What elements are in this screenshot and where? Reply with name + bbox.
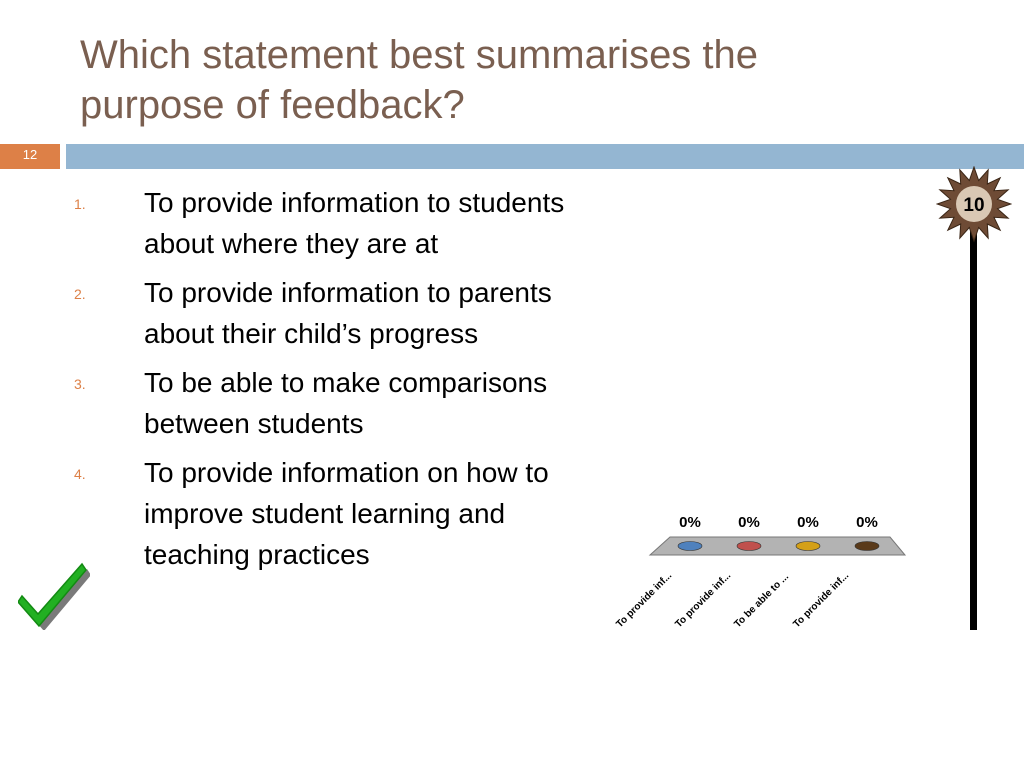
bar-1 [678, 542, 702, 551]
answer-option-3 [70, 362, 570, 444]
timer-pole [970, 202, 977, 630]
data-label-2: 0% [738, 514, 760, 531]
answer-number: 1. [74, 196, 86, 212]
countdown-timer [936, 166, 1012, 636]
answer-list [70, 182, 570, 583]
timer-value: 10 [963, 195, 985, 216]
answer-text: To be able to make comparisons between students [144, 367, 548, 439]
category-label-4: To provide inf... [791, 570, 852, 631]
category-label-1: To provide inf... [614, 570, 675, 631]
slide-number: 12 [22, 147, 38, 162]
data-label-4: 0% [856, 514, 878, 531]
bar-3 [796, 542, 820, 551]
data-label-1: 0% [679, 514, 701, 531]
category-label-2: To provide inf... [673, 570, 734, 631]
data-label-3: 0% [797, 514, 819, 531]
answer-number: 2. [74, 286, 86, 302]
answer-number: 3. [74, 376, 86, 392]
header-rule [66, 144, 1024, 169]
answer-option-4 [70, 452, 570, 575]
slide-title: Which statement best summarises the purpose of feedback? [80, 33, 759, 127]
answer-text: To provide information to parents about their child’s progress [144, 277, 552, 349]
answer-option-2 [70, 272, 570, 354]
answer-number: 4. [74, 466, 86, 482]
bar-4 [855, 542, 879, 551]
answer-text: To provide information on how to improve student learning and teaching practices [144, 457, 549, 570]
answer-text: To provide information to students about where they are at [144, 187, 565, 259]
response-chart [600, 500, 920, 650]
bar-2 [737, 542, 761, 551]
category-label-3: To be able to ... [732, 571, 792, 631]
answer-option-1 [70, 182, 570, 264]
correct-checkmark-icon [18, 556, 90, 630]
